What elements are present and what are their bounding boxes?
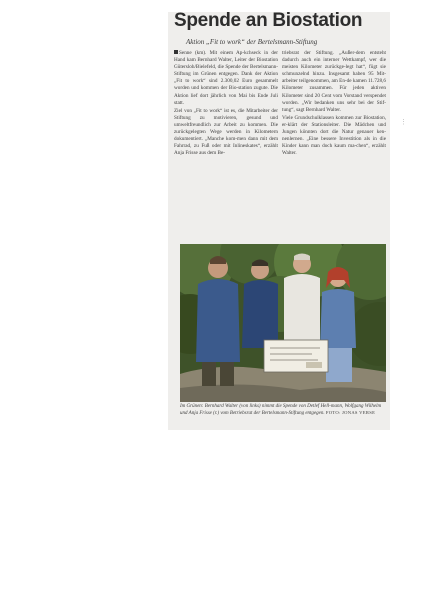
caption-text: Im Grünen: Bernhard Walter (von links) nimmt die Spende von Detlef Hell-mann, Wolfgang Wilhelm und Anja Frisse (r.) vom Betriebsrat der Bertelsmann-Stiftung entgegen.: [180, 404, 382, 417]
paragraph-text: Ziel von „Fit to work“ ist es, die Mitarbeiter der Stiftung zu motivieren, gesund und umweltfreundlich zur Arbeit zu kommen. Die zurückgelegten Wege werden in Kilometern dokumentiert. „Manche kom-men dann mit dem Fahrrad, zu Fuß oder mit Inlineskates“, erzählt Anja Frisse aus dem Be-: [174, 107, 278, 157]
paragraph-text: Viele Grundschulklassen kommen zur Biostation, er-klärt der Stationsleiter. Die Mädchen und Jungen könnten dort die Natur genauer ken-nenlernen. „Eine bessere Investition als in die Kinder kann man doch kaum ma-chen“, erzählt Walter.: [282, 114, 386, 157]
newspaper-clipping: [168, 12, 390, 430]
paragraph: [282, 115, 386, 158]
bullet-square-icon: [174, 50, 178, 54]
paragraph: [174, 50, 278, 107]
subheadline: Aktion „Fit to work“ der Bertelsmann-Stiftung: [186, 38, 318, 46]
article-photo: [180, 244, 386, 402]
article-column-right: [282, 50, 386, 158]
paragraph: [282, 50, 386, 114]
photo-credit: FOTO: JONAS VERSE: [325, 410, 376, 416]
photo-caption: [180, 404, 386, 417]
article-column-left: [174, 50, 278, 158]
paragraph-text: Senne (km). Mit einem Ap-kchseck in der Hand kam Bernhard Walter, Leiter der Biostation Gütersloh/Bielefeld, die Spende der Bertelsmann-Stiftung im Grünen entgegen. Dank der Aktion „Fit to work“ sind 2.300,02 Euro gesammelt worden und kommen der Bio-station zugute. Die Aktion lief dort jährlich von Mai bis Ende Juli statt.: [174, 50, 278, 106]
paragraph: [174, 108, 278, 158]
photo-illustration: [180, 244, 386, 402]
headline: Spende an Biostation: [174, 10, 363, 31]
paragraph-text: triebsrat der Stiftung. „Außer-dem entsteht dadurch auch ein interner Wettkampf, wer die meisten Kilometer zurückge-legt hat“, fügt sie schmunzelnd hinzu. Insgesamt haben 95 Mit-arbeiter teilgenommen, am En-de kamen 11.728,6 Kilometer zusammen. Für jeden aktiven Kilometer sind 20 Cent vom Vorstand verspendet worden. „Wir bedanken uns sehr bei der Stif-tung“, sagt Bernhard Walter.: [282, 50, 386, 113]
margin-note: ⋮: [400, 119, 407, 126]
